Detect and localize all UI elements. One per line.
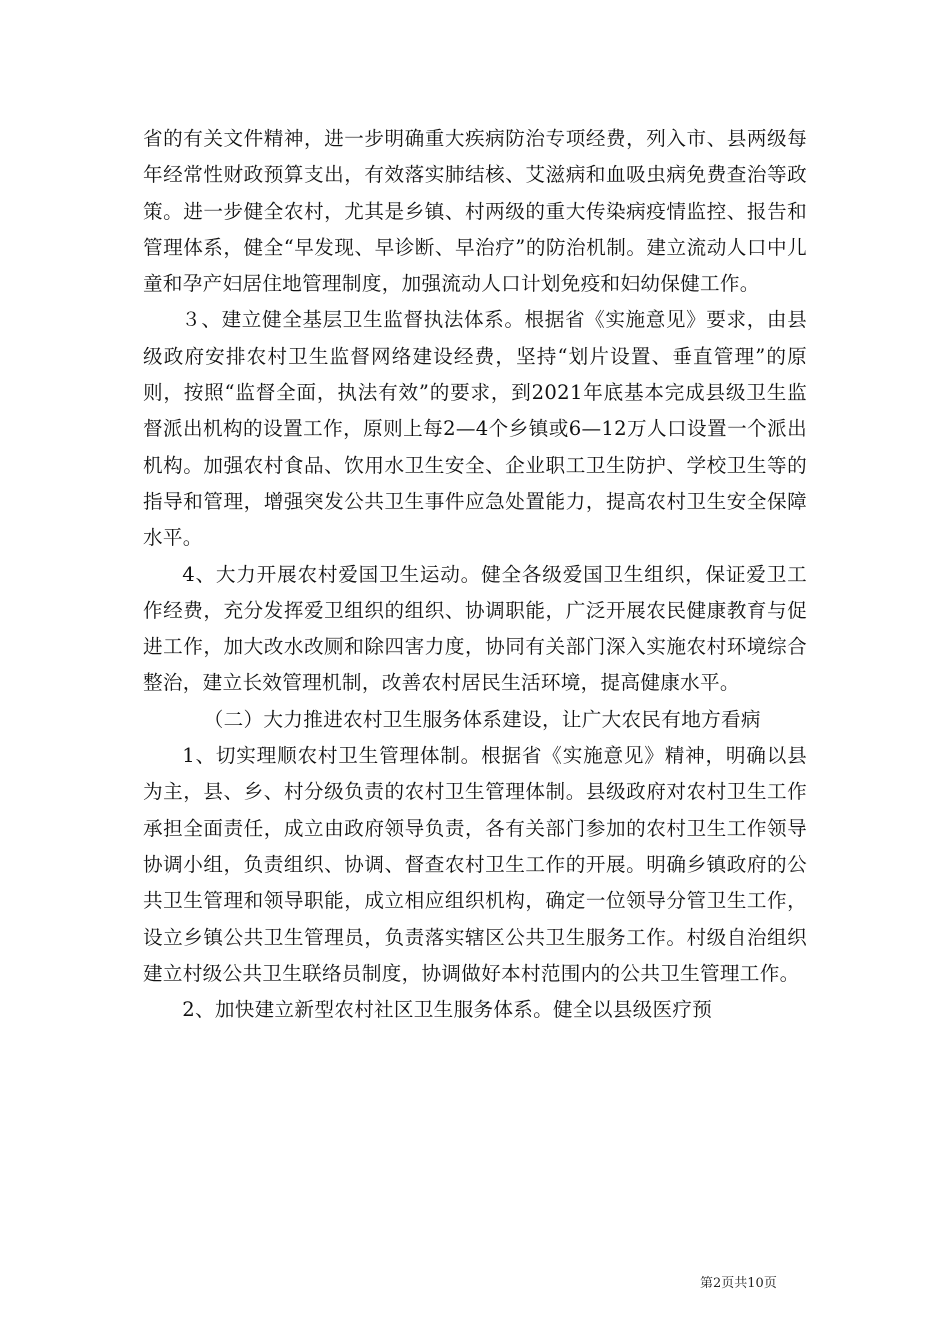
paragraph-item-1: 1、切实理顺农村卫生管理体制。根据省《实施意见》精神，明确以县为主，县、乡、村分级负责的农村卫生管理体制。县级政府对农村卫生工作承担全面责任，成立由政府领导负责，各有关部门参加的农村卫生工作领导协调小组，负责组织、协调、督查农村卫生工作的开展。明确乡镇政府的公共卫生管理和领导职能，成立相应组织机构，确定一位领导分管卫生工作，设立乡镇公共卫生管理员，负责落实辖区公共卫生服务工作。村级自治组织建立村级公共卫生联络员制度，协调做好本村范围内的公共卫生管理工作。 [143, 744, 807, 985]
paragraph-item-2: 2、加快建立新型农村社区卫生服务体系。健全以县级医疗预 [182, 998, 713, 1022]
document-body [143, 121, 807, 1028]
paragraph-continuation: 省的有关文件精神，进一步明确重大疾病防治专项经费，列入市、县两级每年经常性财政预算支出，有效落实肺结核、艾滋病和血吸虫病免费查治等政策。进一步健全农村，尤其是乡镇、村两级的重大传染病疫情监控、报告和管理体系，健全“早发现、早诊断、早治疗”的防治机制。建立流动人口中儿童和孕产妇居住地管理制度，加强流动人口计划免疫和妇幼保健工作。 [143, 127, 807, 296]
page-footer [700, 1276, 820, 1292]
paragraph-item-4: 4、大力开展农村爱国卫生运动。健全各级爱国卫生组织，保证爱卫工作经费，充分发挥爱卫组织的组织、协调职能，广泛开展农民健康教育与促进工作，加大改水改厕和除四害力度，协同有关部门深入实施农村环境综合整治，建立长效管理机制，改善农村居民生活环境，提高健康水平。 [143, 562, 807, 695]
paragraph-item-3: ３、建立健全基层卫生监督执法体系。根据省《实施意见》要求，由县级政府安排农村卫生监督网络建设经费，坚持“划片设置、垂直管理”的原则，按照“监督全面，执法有效”的要求，到2021年底基本完成县级卫生监督派出机构的设置工作，原则上每2—4个乡镇或6—12万人口设置一个派出机构。加强农村食品、饮用水卫生安全、企业职工卫生防护、学校卫生等的指导和管理，增强突发公共卫生事件应急处置能力，提高农村卫生安全保障水平。 [143, 308, 807, 550]
page-number: 第2页共10页 [700, 1276, 777, 1291]
section-heading: （二）大力推进农村卫生服务体系建设，让广大农民有地方看病 [203, 707, 761, 731]
